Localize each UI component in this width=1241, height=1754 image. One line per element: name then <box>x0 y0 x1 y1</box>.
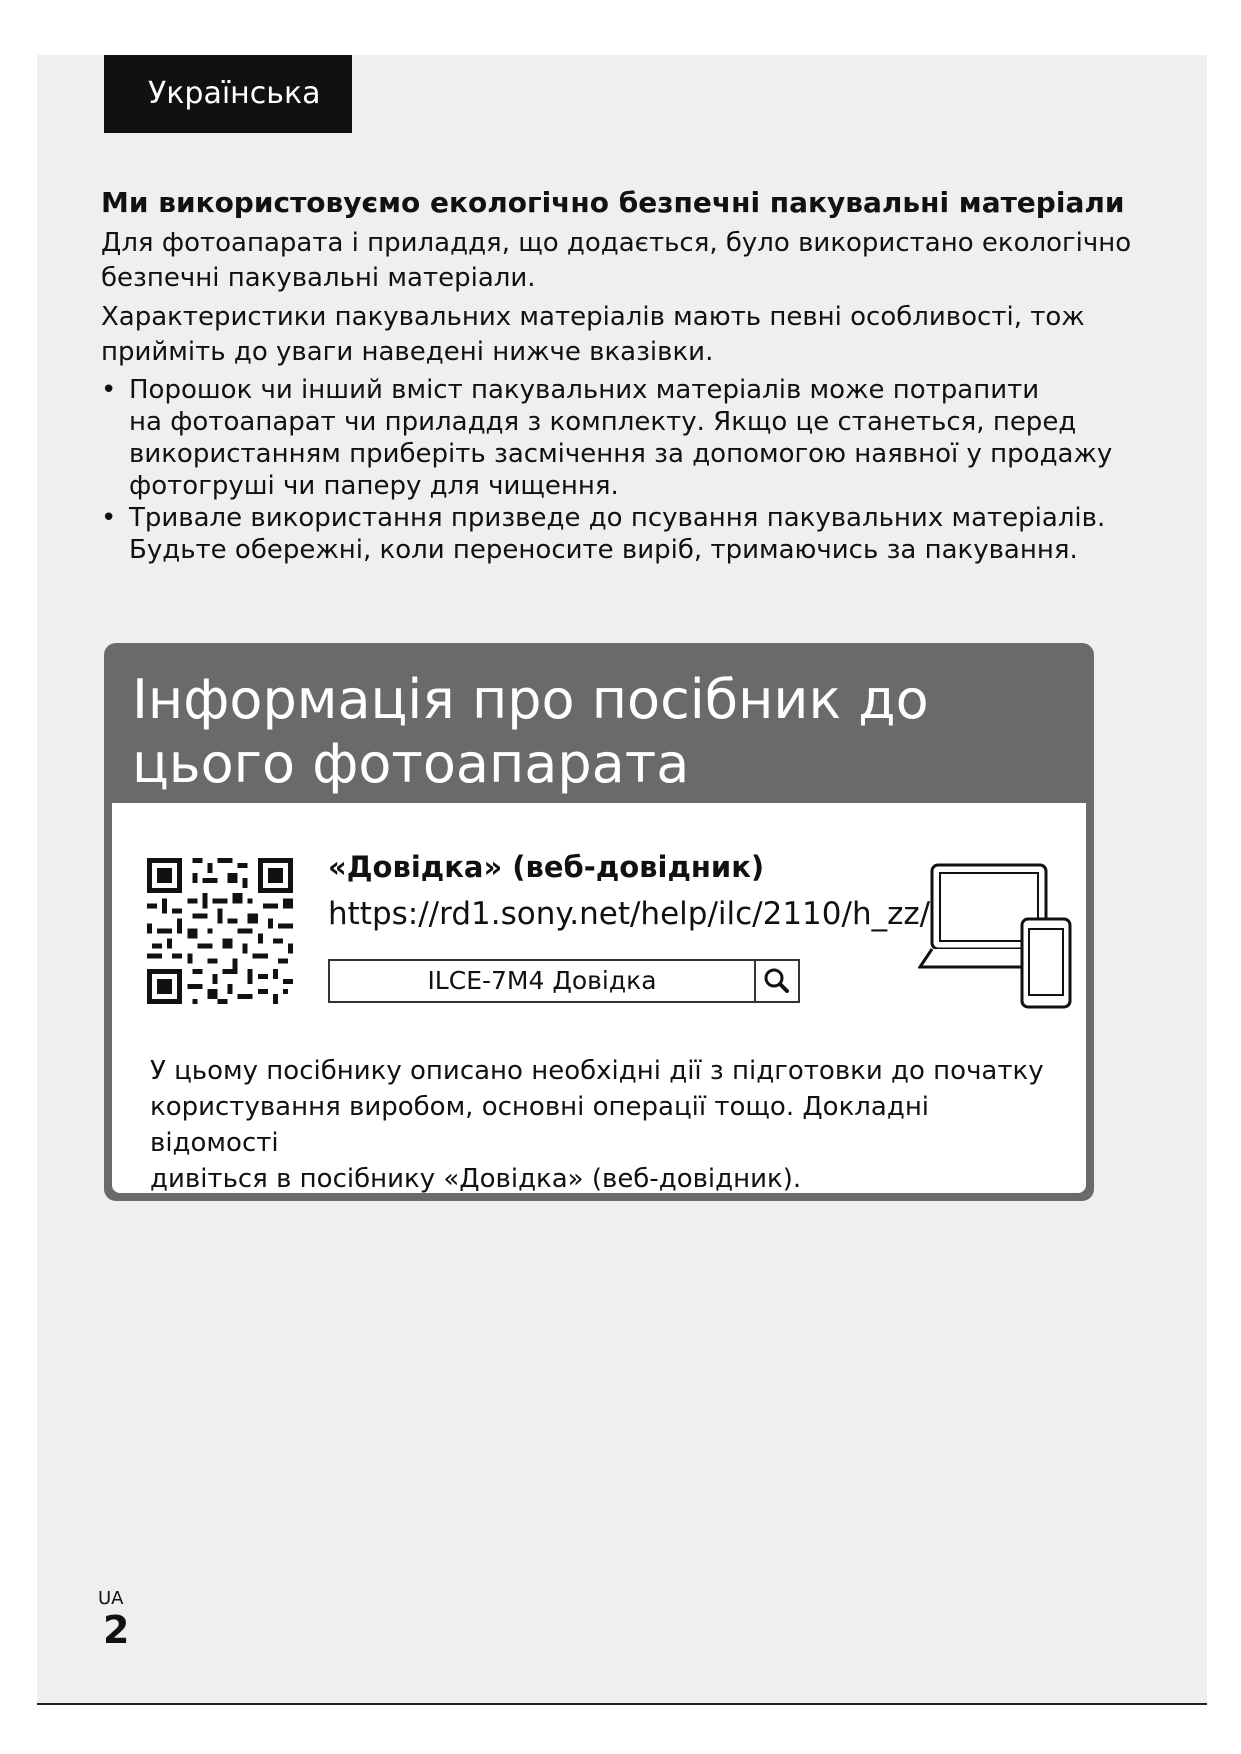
help-guide-title: «Довідка» (веб-довідник) <box>328 850 765 884</box>
eco-bullet-item <box>101 502 1161 566</box>
manual-title-line1: Інформація про посібник до <box>132 668 929 731</box>
desc-line3: дивіться в посібнику «Довідка» (веб-довідник). <box>150 1164 802 1194</box>
search-input[interactable]: ILCE-7M4 Довідка <box>330 961 756 1001</box>
bullet-line: Будьте обережні, коли переносите виріб, тримаючись за пакування. <box>129 535 1078 565</box>
manual-title <box>132 668 1072 796</box>
manual-title-line2: цього фотоапарата <box>132 732 690 795</box>
eco-heading: Ми використовуємо екологічно безпечні пакувальні матеріали <box>101 186 1125 219</box>
bullet-line: на фотоапарат чи приладдя з комплекту. Якщо це станеться, перед <box>129 407 1077 437</box>
bullet-icon: • <box>101 375 117 405</box>
search-button[interactable] <box>756 961 798 1001</box>
manual-description <box>150 1053 1050 1197</box>
desc-line2: користування виробом, основні операції тощо. Докладні відомості <box>150 1092 930 1158</box>
magnifier-icon <box>756 961 798 1001</box>
eco-paragraph-2 <box>101 300 1161 370</box>
bullet-line: Порошок чи інший вміст пакувальних матеріалів може потрапити <box>129 375 1040 405</box>
eco-p1-line2: безпечні пакувальні матеріали. <box>101 263 536 293</box>
page-language-code: UA <box>98 1588 124 1609</box>
search-bar[interactable] <box>328 959 800 1003</box>
desc-line1: У цьому посібнику описано необхідні дії з підготовки до початку <box>150 1056 1044 1086</box>
computer-smartphone-icon <box>918 863 1078 1013</box>
manual-info-box <box>104 643 1094 1201</box>
page-number: 2 <box>103 1608 130 1652</box>
bullet-line: фотогруші чи паперу для чищення. <box>129 471 619 501</box>
eco-section <box>101 183 1161 566</box>
bottom-divider <box>37 1703 1207 1705</box>
qr-code-icon[interactable] <box>147 858 293 1004</box>
language-tab: Українська <box>104 55 352 133</box>
eco-bullet-list <box>101 374 1161 566</box>
eco-p2-line2: прийміть до уваги наведені нижче вказівки. <box>101 337 714 367</box>
eco-p2-line1: Характеристики пакувальних матеріалів мають певні особливості, тож <box>101 302 1085 332</box>
page <box>37 55 1207 1703</box>
eco-paragraph-1 <box>101 226 1161 296</box>
eco-bullet-item <box>101 374 1161 502</box>
help-guide-url[interactable]: https://rd1.sony.net/help/ilc/2110/h_zz/ <box>328 896 931 932</box>
eco-p1-line1: Для фотоапарата і приладдя, що додається, було використано екологічно <box>101 228 1132 258</box>
bullet-icon: • <box>101 503 117 533</box>
bullet-line: використанням приберіть засмічення за допомогою наявної у продажу <box>129 439 1113 469</box>
bullet-line: Тривале використання призведе до псування пакувальних матеріалів. <box>129 503 1106 533</box>
manual-content-panel <box>112 803 1086 1193</box>
